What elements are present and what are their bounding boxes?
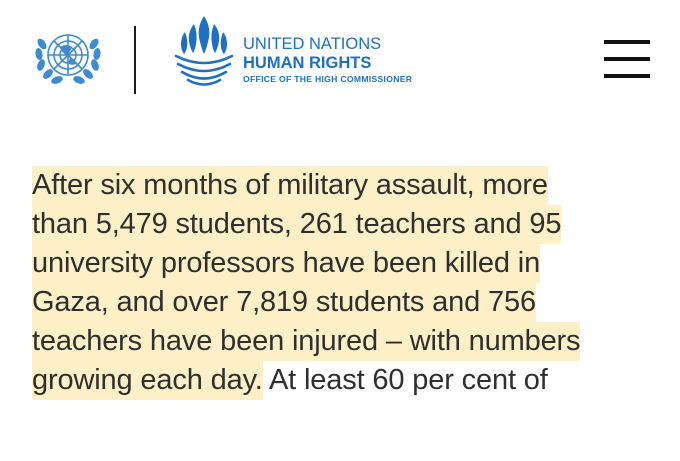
highlighted-text-line-1: After six months of military assault, more — [32, 166, 548, 205]
menu-bar-top — [604, 40, 650, 44]
org-name-line1: UNITED NATIONS — [243, 35, 382, 53]
highlighted-text-line-2: than 5,479 students, 261 teachers and 95 — [32, 205, 561, 244]
un-emblem-icon[interactable] — [30, 22, 106, 92]
highlighted-text-line-6: growing each day. — [32, 361, 263, 400]
highlighted-text-line-4: Gaza, and over 7,819 students and 756 — [32, 283, 536, 322]
org-name-line2: HUMAN RIGHTS — [243, 53, 372, 72]
org-name-line3: OFFICE OF THE HIGH COMMISSIONER — [243, 74, 413, 84]
logo-divider — [134, 26, 136, 94]
unhighlighted-text: At least 60 per cent of — [262, 364, 548, 396]
ohchr-flame-hands-icon[interactable] — [168, 12, 240, 92]
site-header — [0, 0, 680, 120]
hamburger-menu-icon[interactable] — [604, 40, 650, 78]
org-name[interactable] — [243, 36, 412, 84]
article-paragraph — [32, 166, 672, 400]
menu-bar-bottom — [604, 74, 650, 78]
highlighted-text-line-3: university professors have been killed in — [32, 244, 540, 283]
highlighted-text-line-5: teachers have been injured – with numbers — [32, 322, 580, 361]
menu-bar-middle — [604, 57, 650, 61]
